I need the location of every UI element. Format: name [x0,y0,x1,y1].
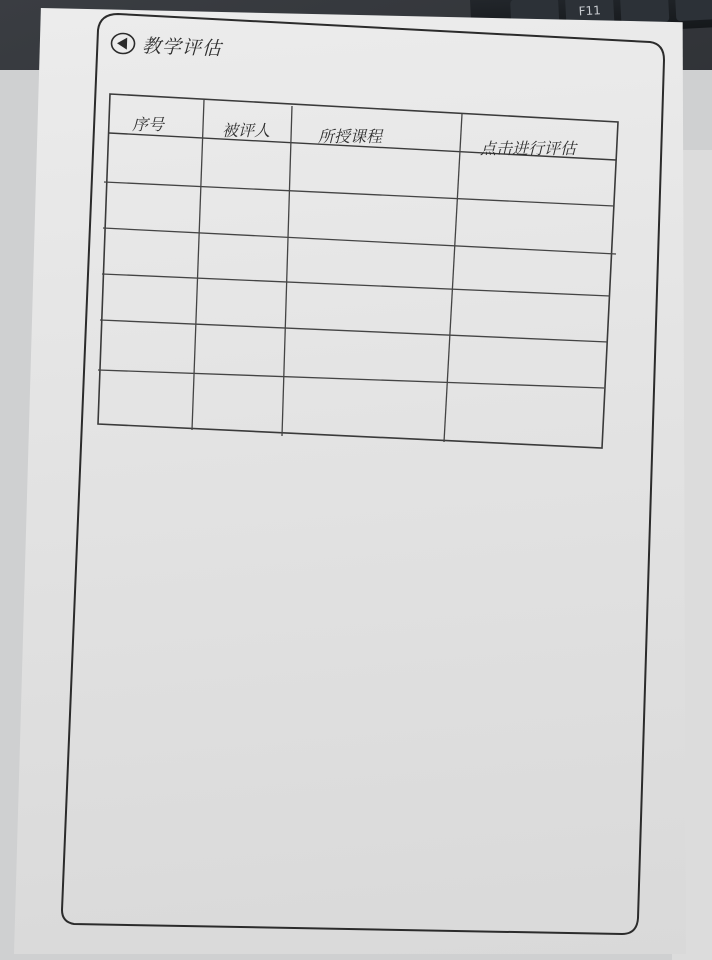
evaluate-cell[interactable] [452,298,606,338]
page-title: 教学评估 [141,34,223,60]
app-header [109,26,222,64]
column-header-evaluate-action: 点击进行评估 [480,139,577,158]
evaluate-cell[interactable] [462,160,612,202]
column-header-evaluatee: 被评人 [222,121,271,140]
column-header-index: 序号 [132,115,165,134]
column-header-course: 所授课程 [318,127,383,146]
evaluate-cell[interactable] [460,206,612,250]
back-arrow-icon[interactable] [110,31,137,56]
evaluate-cell[interactable] [446,390,600,440]
column-line [192,100,204,430]
evaluate-cell[interactable] [456,254,610,294]
evaluate-cell[interactable] [450,344,604,386]
column-line [282,106,292,436]
keyboard-key-f11: F11 [565,0,615,27]
